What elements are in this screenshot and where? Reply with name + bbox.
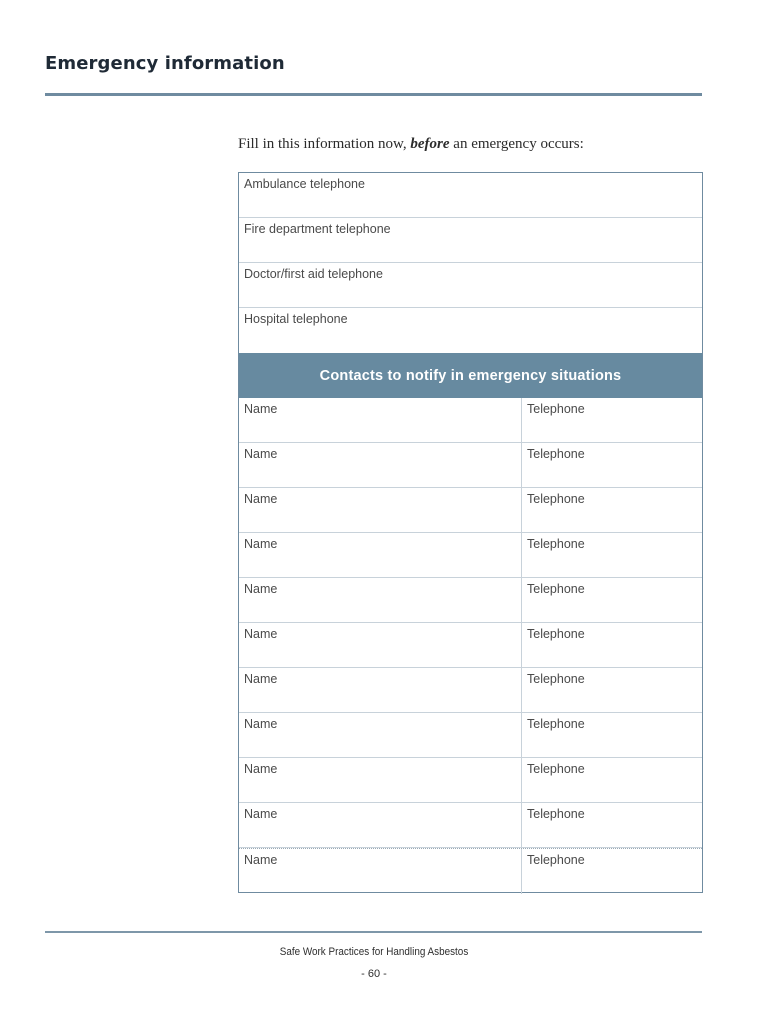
contact-name-field[interactable]: Name [244, 627, 278, 641]
contact-row [239, 488, 702, 533]
hospital-telephone-field[interactable] [239, 308, 702, 353]
contact-telephone-field[interactable]: Telephone [527, 402, 585, 416]
column-divider [521, 803, 522, 848]
contact-telephone-field[interactable]: Telephone [527, 717, 585, 731]
contact-telephone-field[interactable]: Telephone [527, 672, 585, 686]
doctor-first-aid-telephone-field[interactable] [239, 263, 702, 308]
contact-name-field[interactable]: Name [244, 853, 278, 867]
column-divider [521, 623, 522, 668]
page-title: Emergency information [45, 53, 285, 74]
doctor-first-aid-telephone-label: Doctor/first aid telephone [244, 267, 383, 281]
contact-name-field[interactable]: Name [244, 492, 278, 506]
ambulance-telephone-label: Ambulance telephone [244, 177, 365, 191]
column-divider [521, 488, 522, 533]
contact-name-field[interactable]: Name [244, 762, 278, 776]
hospital-telephone-label: Hospital telephone [244, 312, 348, 326]
contact-telephone-field[interactable]: Telephone [527, 582, 585, 596]
intro-emphasis: before [410, 136, 450, 152]
contact-name-field[interactable]: Name [244, 672, 278, 686]
contact-name-field[interactable]: Name [244, 717, 278, 731]
contact-telephone-field[interactable]: Telephone [527, 807, 585, 821]
contact-row [239, 443, 702, 488]
contact-name-field[interactable]: Name [244, 582, 278, 596]
contact-row [239, 578, 702, 623]
contact-name-field[interactable]: Name [244, 807, 278, 821]
fire-department-telephone-field[interactable] [239, 218, 702, 263]
contact-name-field[interactable]: Name [244, 402, 278, 416]
column-divider [521, 398, 522, 443]
contact-row [239, 803, 702, 848]
emergency-form [238, 172, 703, 893]
intro-text-after: an emergency occurs: [449, 136, 584, 152]
column-divider [521, 443, 522, 488]
column-divider [521, 578, 522, 623]
contact-row [239, 758, 702, 803]
contacts-section-header: Contacts to notify in emergency situations [239, 353, 702, 398]
contact-row [239, 713, 702, 758]
contact-telephone-field[interactable]: Telephone [527, 537, 585, 551]
contact-row [239, 668, 702, 713]
contact-name-field[interactable]: Name [244, 447, 278, 461]
contact-telephone-field[interactable]: Telephone [527, 762, 585, 776]
intro-instruction [238, 136, 584, 153]
column-divider [521, 713, 522, 758]
column-divider [521, 668, 522, 713]
column-divider [521, 533, 522, 578]
fire-department-telephone-label: Fire department telephone [244, 222, 391, 236]
footer-document-title: Safe Work Practices for Handling Asbestos [279, 946, 469, 958]
contact-row [239, 623, 702, 668]
contact-row [239, 398, 702, 443]
contact-name-field[interactable]: Name [244, 537, 278, 551]
contact-telephone-field[interactable]: Telephone [527, 853, 585, 867]
contact-row [239, 848, 702, 893]
contact-telephone-field[interactable]: Telephone [527, 492, 585, 506]
intro-text-before: Fill in this information now, [238, 136, 411, 152]
page-number: - 60 - [361, 968, 387, 980]
contact-row [239, 533, 702, 578]
column-divider [521, 758, 522, 803]
title-divider [45, 93, 702, 96]
ambulance-telephone-field[interactable] [239, 173, 702, 218]
contact-telephone-field[interactable]: Telephone [527, 627, 585, 641]
column-divider [521, 849, 522, 894]
footer-divider [45, 931, 702, 933]
contact-telephone-field[interactable]: Telephone [527, 447, 585, 461]
